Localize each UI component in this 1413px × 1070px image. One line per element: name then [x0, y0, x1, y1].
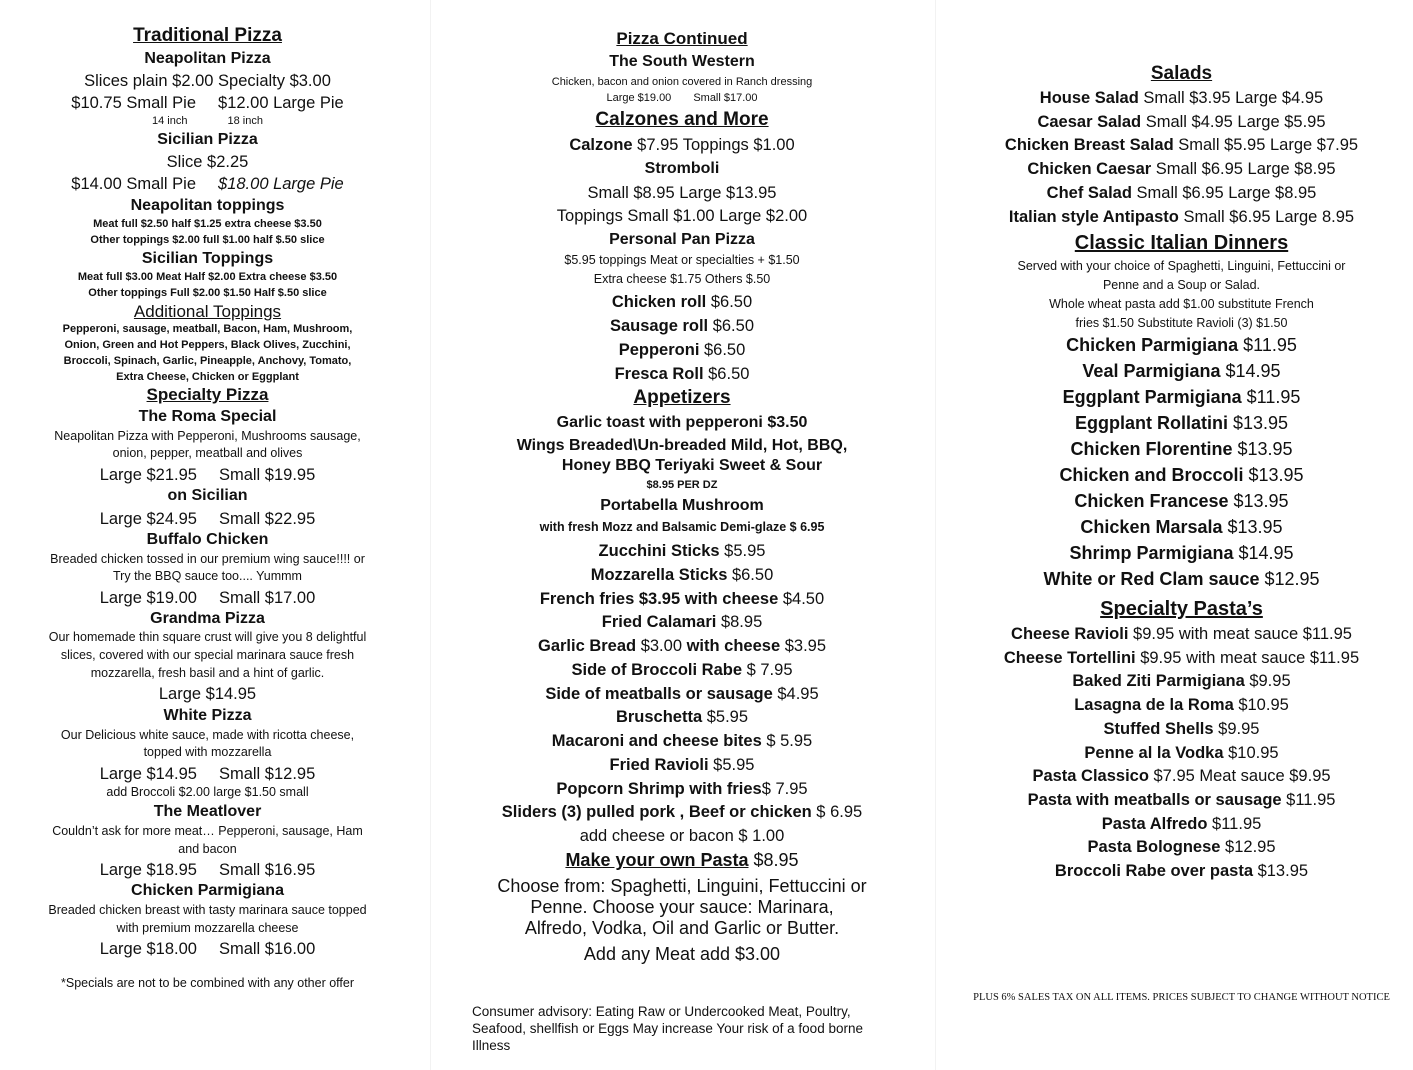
white-pizza-broccoli: add Broccoli $2.00 large $1.50 small [106, 785, 309, 799]
sicilian-toppings-title: Sicilian Toppings [141, 250, 274, 267]
neapolitan-toppings-title: Neapolitan toppings [130, 197, 285, 214]
traditional-pizza-heading: Traditional Pizza [133, 25, 282, 46]
page-fold-right [935, 0, 936, 1070]
broccoli-rabe-side-item: Side of Broccoli Rabe $ 7.95 [571, 661, 793, 679]
grandma-pizza-title: Grandma Pizza [150, 610, 265, 627]
dinner-item [950, 466, 1413, 486]
salad-name: Chicken Breast Salad [1004, 136, 1174, 155]
additional-toppings-line-3: Broccoli, Spinach, Garlic, Pineapple, Anchovy, Tomato, [63, 355, 352, 367]
dinner-item [950, 440, 1413, 460]
dinner-name: Veal Parmigiana [1082, 361, 1221, 381]
dinner-price: $13.95 [1232, 439, 1293, 459]
zucchini-sticks-item: Zucchini Sticks $5.95 [598, 542, 766, 560]
salad-price: Small $5.95 Large $7.95 [1173, 136, 1359, 155]
pasta-name: Broccoli Rabe over pasta [1054, 862, 1253, 880]
pasta-price: $12.95 [1220, 838, 1276, 857]
garlic-toast-item: Garlic toast with pepperoni $3.50 [556, 414, 808, 431]
stromboli-prices: Small $8.95 Large $13.95 [587, 184, 777, 202]
dinner-price: $13.95 [1222, 517, 1283, 537]
specialty-pizza-heading: Specialty Pizza [146, 385, 269, 404]
specialty-pasta-heading: Specialty Pasta’s [1100, 598, 1263, 620]
buffalo-chicken-title: Buffalo Chicken [146, 531, 269, 548]
sliders-addon: add cheese or bacon $ 1.00 [579, 827, 785, 845]
grandma-pizza-desc-3: mozzarella, fresh basil and a hint of garlic. [90, 666, 325, 680]
pasta-price: $9.95 with meat sauce $11.95 [1128, 625, 1352, 643]
salads-heading: Salads [1150, 63, 1213, 84]
dinners-note-2: Penne and a Soup or Salad. [1102, 278, 1261, 292]
dinner-item [950, 492, 1413, 512]
salad-item [950, 89, 1413, 107]
dinner-name: Shrimp Parmigiana [1069, 543, 1234, 563]
bruschetta-item: Bruschetta $5.95 [615, 708, 749, 726]
sliders-item: Sliders (3) pulled pork , Beef or chicken $ 6.95 [501, 803, 863, 821]
dinner-name: Eggplant Parmigiana [1062, 387, 1242, 407]
salad-price: Small $3.95 Large $4.95 [1138, 89, 1324, 107]
salad-item [950, 113, 1413, 131]
chicken-parmigiana-pizza-desc-1: Breaded chicken breast with tasty marinara sauce topped [48, 903, 367, 917]
dinner-price: $11.95 [1241, 387, 1301, 407]
pasta-price: $10.95 [1223, 743, 1279, 762]
buffalo-chicken-prices: Large $19.00 Small $17.00 [99, 589, 316, 607]
pasta-item [950, 649, 1413, 667]
pasta-item [950, 791, 1413, 809]
dinner-price: $13.95 [1243, 465, 1304, 485]
dinner-item [950, 362, 1413, 382]
dinner-name: Chicken Marsala [1080, 517, 1223, 537]
calzone-item: Calzone $7.95 Toppings $1.00 [569, 136, 795, 154]
pasta-name: Lasagna de la Roma [1074, 696, 1234, 715]
dinner-item [950, 388, 1413, 408]
pasta-name: Cheese Tortellini [1003, 648, 1136, 667]
fried-ravioli-item: Fried Ravioli $5.95 [609, 756, 755, 774]
dinner-name: White or Red Clam sauce [1043, 569, 1260, 589]
wings-price: $8.95 PER DZ [646, 479, 718, 491]
buffalo-chicken-desc-1: Breaded chicken tossed in our premium wing sauce!!!! or [50, 552, 365, 566]
grandma-pizza-desc-2: slices, covered with our special marinara sauce fresh [60, 648, 355, 662]
pepperoni-roll-item: Pepperoni $6.50 [618, 341, 746, 359]
fresca-roll-item: Fresca Roll $6.50 [614, 365, 750, 383]
pasta-price: $7.95 Meat sauce $9.95 [1148, 767, 1331, 786]
pasta-item [950, 767, 1413, 785]
personal-pan-pizza-line-2: Extra cheese $1.75 Others $.50 [593, 272, 771, 286]
dinner-item [950, 570, 1413, 590]
neapolitan-toppings-line-2: Other toppings $2.00 full $1.00 half $.50 slice [90, 234, 325, 246]
dinner-name: Chicken and Broccoli [1059, 465, 1244, 485]
chicken-parmigiana-pizza-desc-2: with premium mozzarella cheese [116, 921, 299, 935]
stromboli-title: Stromboli [644, 160, 720, 177]
pasta-price: $11.95 [1281, 790, 1336, 809]
neapolitan-toppings-line-1: Meat full $2.50 half $1.25 extra cheese $3.50 [93, 218, 322, 230]
meatlover-desc-1: Couldn’t ask for more meat… Pepperoni, sausage, Ham [52, 824, 363, 838]
grandma-pizza-price: Large $14.95 [158, 685, 257, 703]
dinners-note-3: Whole wheat pasta add $1.00 substitute French [1049, 297, 1314, 311]
dinner-name: Chicken Francese [1074, 491, 1229, 511]
stromboli-toppings: Toppings Small $1.00 Large $2.00 [556, 207, 808, 225]
pasta-price: $9.95 [1244, 672, 1291, 691]
consumer-advisory [472, 1004, 863, 1055]
appetizers-heading: Appetizers [633, 387, 731, 408]
pasta-item [950, 862, 1413, 880]
salad-item [950, 208, 1413, 226]
roma-sicilian-prices: Large $24.95 Small $22.95 [99, 510, 316, 528]
specials-note: *Specials are not to be combined with any other offer [61, 976, 354, 990]
salad-name: Chicken Caesar [1027, 160, 1152, 179]
roma-special-prices: Large $21.95 Small $19.95 [99, 466, 316, 484]
pasta-price: $9.95 [1213, 719, 1260, 738]
salad-name: Chef Salad [1046, 183, 1132, 202]
pasta-item [950, 625, 1413, 643]
consumer-advisory-line-1: Consumer advisory: Eating Raw or Undercooked Meat, Poultry, [472, 1004, 851, 1019]
pizza-continued-heading: Pizza Continued [616, 29, 748, 48]
additional-toppings-title: Additional Toppings [133, 302, 282, 321]
salad-item [950, 136, 1413, 154]
additional-toppings-line-4: Extra Cheese, Chicken or Eggplant [116, 371, 299, 383]
make-pasta-line-1: Choose from: Spaghetti, Linguini, Fettuccini or [497, 876, 867, 896]
salad-name: Italian style Antipasto [1008, 207, 1179, 226]
roma-special-desc-1: Neapolitan Pizza with Pepperoni, Mushrooms sausage, [54, 429, 361, 443]
pasta-item [950, 672, 1413, 690]
meatlover-prices: Large $18.95 Small $16.95 [99, 861, 316, 879]
chicken-parmigiana-pizza-prices: Large $18.00 Small $16.00 [99, 940, 316, 958]
dinner-price: $13.95 [1227, 413, 1289, 433]
make-pasta-line-3: Alfredo, Vodka, Oil and Garlic or Butter. [524, 918, 840, 938]
meatlover-desc-2: and bacon [178, 842, 237, 856]
page-fold-left [430, 0, 431, 1070]
pasta-price: $10.95 [1233, 696, 1289, 715]
wings-line-1: Wings Breaded\Un-breaded Mild, Hot, BBQ, [516, 437, 848, 454]
dinner-price: $13.95 [1228, 491, 1289, 511]
french-fries-item: French fries $3.95 with cheese $4.50 [539, 590, 825, 608]
pasta-item [950, 696, 1413, 714]
portabella-desc: with fresh Mozz and Balsamic Demi-glaze $ 6.95 [539, 520, 825, 534]
salad-item [950, 184, 1413, 202]
grandma-pizza-desc-1: Our homemade thin square crust will give you 8 delightful [48, 630, 367, 644]
buffalo-chicken-desc-2: Try the BBQ sauce too.... Yummm [113, 569, 302, 583]
salad-name: House Salad [1039, 89, 1139, 107]
sicilian-toppings-line-1: Meat full $3.00 Meat Half $2.00 Extra cheese $3.50 [77, 271, 338, 283]
white-pizza-desc-1: Our Delicious white sauce, made with ricotta cheese, [60, 728, 355, 742]
sicilian-pizza-title: Sicilian Pizza [157, 131, 258, 148]
mozzarella-sticks-item: Mozzarella Sticks $6.50 [590, 566, 774, 584]
meatlover-title: The Meatlover [153, 803, 262, 820]
dinner-price: $12.95 [1259, 569, 1320, 589]
white-pizza-desc-2: topped with mozzarella [143, 745, 272, 759]
dinner-name: Chicken Parmigiana [1066, 335, 1239, 355]
pasta-name: Pasta Alfredo [1101, 814, 1208, 833]
pasta-item [950, 720, 1413, 738]
dinner-item [950, 414, 1413, 434]
consumer-advisory-line-2: Seafood, shellfish or Eggs May increase Your risk of a food borne [472, 1020, 863, 1036]
additional-toppings-line-1: Pepperoni, sausage, meatball, Bacon, Ham, Mushroom, [62, 323, 353, 335]
south-western-prices: Large $19.00 Small $17.00 [606, 92, 758, 104]
pasta-name: Pasta Bolognese [1087, 838, 1221, 857]
pasta-price: $11.95 [1207, 814, 1262, 833]
salad-price: Small $6.95 Large $8.95 [1151, 160, 1336, 179]
dinner-item [950, 336, 1413, 356]
salad-price: Small $4.95 Large $5.95 [1141, 112, 1326, 131]
pasta-item [950, 744, 1413, 762]
salad-item [950, 160, 1413, 178]
south-western-desc: Chicken, bacon and onion covered in Ranch dressing [551, 76, 813, 88]
wings-line-2: Honey BBQ Teriyaki Sweet & Sour [561, 457, 823, 474]
chicken-parmigiana-pizza-title: Chicken Parmigiana [131, 882, 284, 899]
white-pizza-prices: Large $14.95 Small $12.95 [99, 765, 316, 783]
classic-dinners-heading: Classic Italian Dinners [1074, 232, 1289, 254]
dinner-name: Eggplant Rollatini [1074, 413, 1228, 433]
dinners-note-1: Served with your choice of Spaghetti, Linguini, Fettuccini or [1017, 259, 1346, 273]
south-western-title: The South Western [609, 53, 755, 70]
make-your-own-pasta: Make your own Pasta $8.95 [565, 850, 799, 870]
salad-name: Caesar Salad [1037, 112, 1142, 131]
pasta-item [950, 838, 1413, 856]
personal-pan-pizza-line-1: $5.95 toppings Meat or specialties + $1.50 [564, 253, 800, 267]
sicilian-toppings-line-2: Other toppings Full $2.00 $1.50 Half $.50 slice [88, 287, 327, 299]
calzones-heading: Calzones and More [595, 109, 769, 130]
fried-calamari-item: Fried Calamari $8.95 [601, 613, 763, 631]
neapolitan-pie-prices: $10.75 Small Pie $12.00 Large Pie [71, 94, 344, 112]
neapolitan-slices: Slices plain $2.00 Specialty $3.00 [84, 72, 331, 90]
neapolitan-pie-sizes: 14 inch 18 inch [152, 115, 263, 127]
portabella-title: Portabella Mushroom [600, 497, 764, 514]
white-pizza-title: White Pizza [163, 707, 252, 724]
sicilian-slice: Slice $2.25 [166, 153, 249, 171]
salad-price: Small $6.95 Large 8.95 [1178, 207, 1355, 226]
consumer-advisory-line-3: Illness [472, 1037, 511, 1053]
make-pasta-line-2: Penne. Choose your sauce: Marinara, [530, 897, 834, 917]
dinner-item [950, 518, 1413, 538]
salad-price: Small $6.95 Large $8.95 [1131, 183, 1317, 202]
roma-special-title: The Roma Special [138, 408, 277, 425]
additional-toppings-line-2: Onion, Green and Hot Peppers, Black Olives, Zucchini, [64, 339, 351, 351]
pasta-name: Pasta Classico [1032, 767, 1149, 786]
pasta-name: Penne al la Vodka [1084, 743, 1224, 762]
pasta-name: Pasta with meatballs or sausage [1027, 790, 1282, 809]
dinners-note-4: fries $1.50 Substitute Ravioli (3) $1.50 [1075, 316, 1288, 330]
make-pasta-line-4: Add any Meat add $3.00 [583, 944, 781, 964]
pasta-name: Cheese Ravioli [1011, 625, 1129, 643]
roma-special-desc-2: onion, pepper, meatball and olives [112, 446, 303, 460]
mac-cheese-bites-item: Macaroni and cheese bites $ 5.95 [551, 732, 813, 750]
meatballs-side-item: Side of meatballs or sausage $4.95 [545, 685, 819, 703]
personal-pan-pizza-title: Personal Pan Pizza [609, 231, 755, 248]
neapolitan-pizza-title: Neapolitan Pizza [144, 50, 271, 67]
sales-tax-note: PLUS 6% SALES TAX ON ALL ITEMS. PRICES SUBJECT TO CHANGE WITHOUT NOTICE [973, 992, 1390, 1003]
chicken-roll-item: Chicken roll $6.50 [611, 293, 753, 311]
dinner-price: $11.95 [1238, 335, 1297, 355]
pasta-name: Stuffed Shells [1103, 719, 1214, 738]
dinner-item [950, 544, 1413, 564]
pasta-price: $9.95 with meat sauce $11.95 [1135, 648, 1360, 667]
pasta-item [950, 815, 1413, 833]
pasta-name: Baked Ziti Parmigiana [1072, 672, 1245, 691]
pasta-price: $13.95 [1253, 862, 1309, 880]
roma-sicilian-title: on Sicilian [167, 487, 248, 504]
sausage-roll-item: Sausage roll $6.50 [610, 317, 754, 335]
popcorn-shrimp-item: Popcorn Shrimp with fries$ 7.95 [556, 780, 808, 798]
dinner-name: Chicken Florentine [1070, 439, 1233, 459]
garlic-bread-item: Garlic Bread $3.00 with cheese $3.95 [537, 637, 827, 655]
dinner-price: $14.95 [1233, 543, 1294, 563]
dinner-price: $14.95 [1220, 361, 1281, 381]
sicilian-pie-prices: $14.00 Small Pie $18.00 Large Pie [71, 175, 344, 193]
